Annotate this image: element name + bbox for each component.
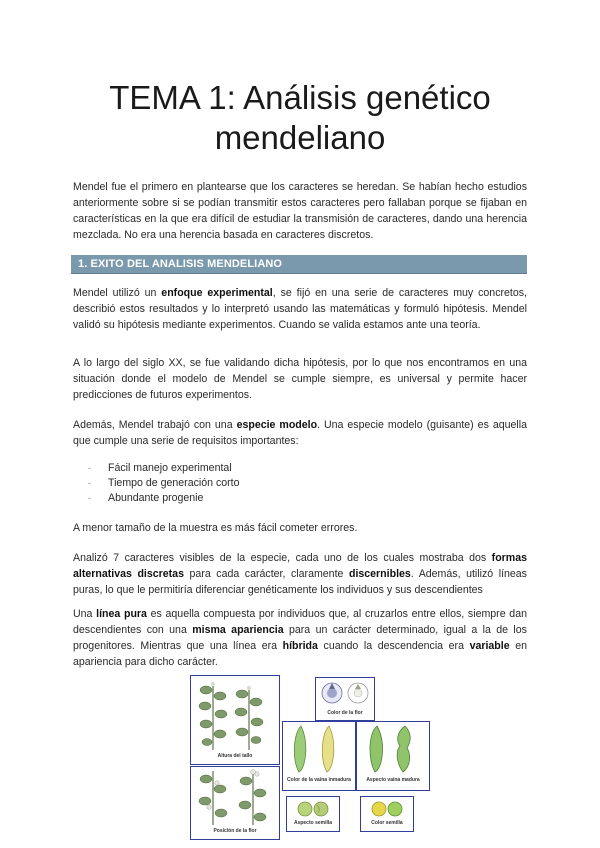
section-heading: 1. EXITO DEL ANALISIS MENDELIANO: [78, 258, 283, 270]
list-item: - Tiempo de generación corto: [88, 477, 240, 489]
seed-color-image: [361, 797, 413, 819]
title-line-2: mendeliano: [214, 119, 386, 156]
caption-seed-shape: Aspecto semilla: [293, 820, 333, 826]
caption-seed-color: Color semilla: [371, 820, 403, 826]
caption-height: Altura del tallo: [217, 753, 253, 759]
paragraph-enfoque: Mendel utilizó un enfoque experimental, se fijó en una serie de caracteres muy concretos, describió estos resultados y lo interpretó usando las matemáticas y formuló hipótesis. Mendel validó su hipótesis mediante experimentos. Cuando se valida estamos ante una teoría.: [73, 287, 527, 331]
caption-pod-shape: Aspecto vaina madura: [366, 777, 420, 783]
pod-shape-image: [357, 722, 429, 776]
paragraph-especie-modelo: Además, Mendel trabajó con una especie modelo. Una especie modelo (guisante) es aquella que cumple una serie de requisitos importantes:: [73, 419, 528, 447]
intro-paragraph: Mendel fue el primero en plantearse que los caracteres se heredan. Se habían hecho estudios anteriormente sobre si se podían transmitir estos caracteres pero fallaban porque se fijaban en características en la que era difícil de estudiar la transmisión de caracteres, dando una herencia mezclada. No era una herencia basada en caracteres discretos.: [73, 181, 527, 241]
stem-height-panel: [190, 675, 280, 765]
paragraph-linea-pura: Una línea pura es aquella compuesta por individuos que, al cruzarlos entre ellos, siempre dan descendientes con una misma apariencia para un carácter determinado, igual a la de los progenitores. Mientras que una línea era híbrida cuando la descendencia era variable en apariencia para dicho carácter.: [73, 608, 527, 668]
list-item: - Abundante progenie: [88, 492, 204, 504]
section-heading-bar: [71, 255, 527, 274]
seed-shape-panel: [286, 796, 340, 832]
pod-color-panel: [282, 721, 356, 791]
flower-color-panel: [315, 677, 375, 721]
seed-shape-image: [287, 797, 339, 819]
flower-color-image: [316, 678, 374, 710]
title-line-1: TEMA 1: Análisis genético: [109, 79, 491, 116]
list-item: - Fácil manejo experimental: [88, 462, 232, 474]
paragraph-siglo-xx: A lo largo del siglo XX, se fue validando dicha hipótesis, por lo que nos encontramos en una situación donde el modelo de Mendel se cumple siempre, es universal y permite hacer predicciones de futuros experimentos.: [73, 357, 527, 401]
bold-especie-modelo: especie modelo: [236, 419, 318, 431]
caption-pod-color: Color de la vaina inmadura: [287, 777, 351, 783]
bold-enfoque-experimental: enfoque experimental: [161, 287, 273, 299]
flower-position-panel: [190, 766, 280, 840]
flower-position-image: [191, 767, 279, 827]
seed-color-panel: [360, 796, 414, 832]
pod-color-image: [283, 722, 355, 776]
tall-short-plants-image: [191, 676, 279, 752]
pod-shape-panel: [356, 721, 430, 791]
requirements-list: [88, 461, 240, 506]
caption-flower-position: Posición de la flor: [213, 828, 257, 834]
paragraph-caracteres: Analizó 7 caracteres visibles de la especie, cada uno de los cuales mostraba dos formas alternativas discretas para cada carácter, claramente discernibles. Además, utilizó líneas puras, lo que le permitiría diferenciar genéticamente los individuos y sus descendientes: [73, 552, 527, 596]
caption-flower-color: Color de la flor: [327, 710, 363, 716]
page-title: [0, 78, 600, 158]
paragraph-muestra: A menor tamaño de la muestra es más fácil cometer errores.: [73, 522, 358, 534]
pea-characters-figure: [190, 675, 430, 840]
